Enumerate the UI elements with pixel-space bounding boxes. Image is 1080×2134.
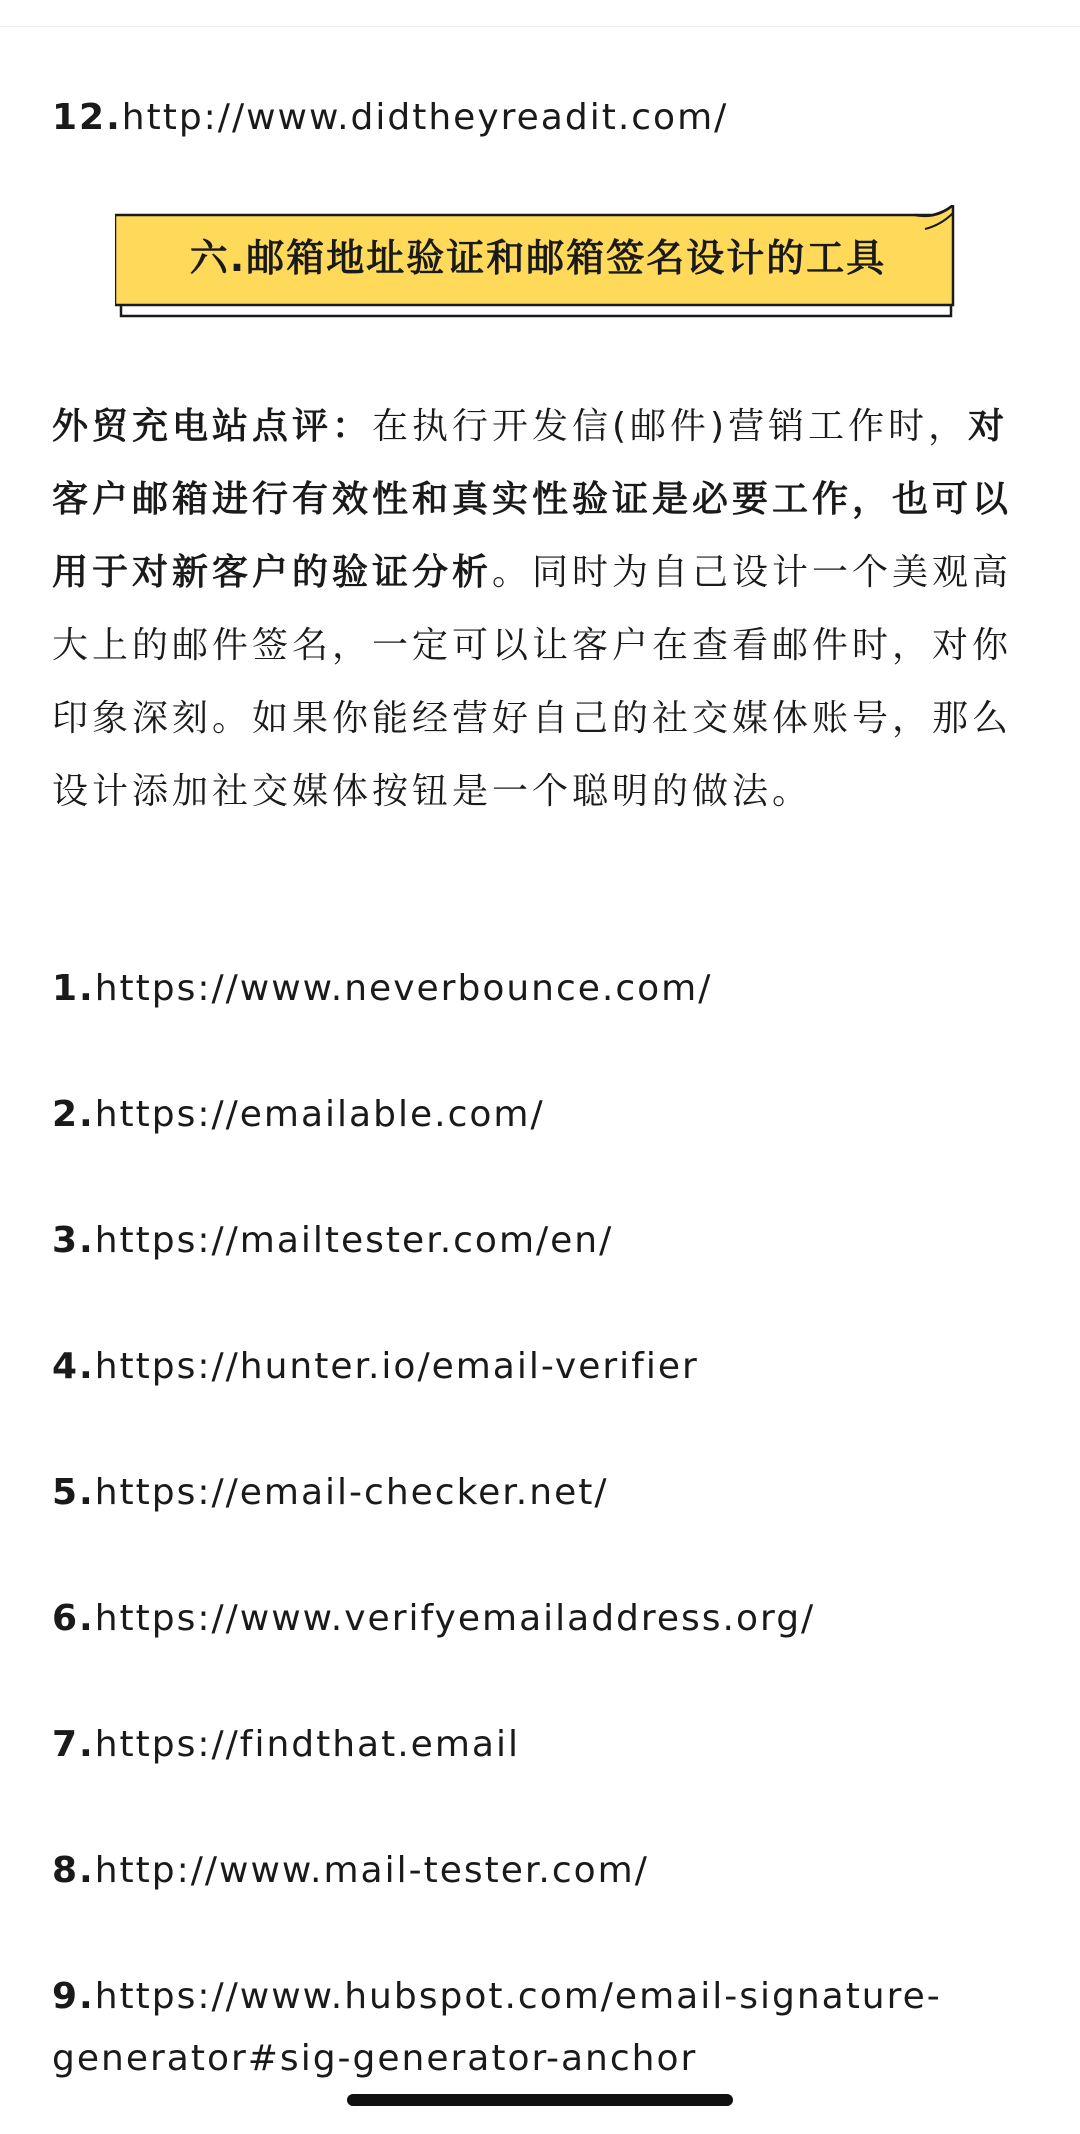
- comment-paragraph: [52, 390, 1032, 828]
- link-url[interactable]: https://mailtester.com/en/: [94, 1220, 614, 1261]
- link-url[interactable]: http://www.mail-tester.com/: [94, 1850, 649, 1891]
- link-url[interactable]: https://hunter.io/email-verifier: [94, 1346, 699, 1387]
- link-number: 4.: [52, 1346, 95, 1387]
- link-number: 12.: [52, 97, 122, 138]
- link-url[interactable]: https://email-checker.net/: [94, 1472, 609, 1513]
- link-item-9-continued[interactable]: [52, 2035, 1040, 2083]
- link-number: 3.: [52, 1220, 95, 1261]
- link-url[interactable]: http://www.didtheyreadit.com/: [121, 97, 729, 138]
- link-number: 2.: [52, 1094, 95, 1135]
- link-item-7[interactable]: [52, 1721, 1040, 1769]
- section-heading-banner: [115, 205, 961, 321]
- comment-label: 外贸充电站点评：: [52, 406, 373, 447]
- link-number: 6.: [52, 1598, 95, 1639]
- link-url[interactable]: https://www.verifyemailaddress.org/: [94, 1598, 816, 1639]
- link-item-6[interactable]: [52, 1595, 1040, 1643]
- link-number: 9.: [52, 1976, 95, 2017]
- link-item-9[interactable]: [52, 1973, 1040, 2021]
- link-url[interactable]: https://www.hubspot.com/email-signature-: [94, 1976, 942, 2017]
- link-url[interactable]: https://emailable.com/: [94, 1094, 545, 1135]
- link-item-12[interactable]: [52, 94, 1040, 142]
- comment-bold-text: 对客户邮箱进行有效性和真实性验证是必要工作，也可以用于对新客户的验证分析: [52, 406, 1013, 593]
- link-number: 5.: [52, 1472, 95, 1513]
- comment-text-rest: 。同时为自己设计一个美观高大上的邮件签名，一定可以让客户在查看邮件时，对你印象深刻。如果你能经营好自己的社交媒体账号，那么设计添加社交媒体按钮是一个聪明的做法。: [52, 552, 1013, 812]
- top-divider: [0, 26, 1080, 27]
- link-item-2[interactable]: [52, 1091, 1040, 1139]
- link-item-4[interactable]: [52, 1343, 1040, 1391]
- link-item-8[interactable]: [52, 1847, 1040, 1895]
- link-item-1[interactable]: [52, 965, 1040, 1013]
- comment-text-intro: 在执行开发信(邮件)营销工作时，: [372, 406, 969, 447]
- link-url-continued[interactable]: generator#sig-generator-anchor: [52, 2038, 698, 2079]
- link-number: 8.: [52, 1850, 95, 1891]
- link-url[interactable]: https://www.neverbounce.com/: [94, 968, 713, 1009]
- link-item-3[interactable]: [52, 1217, 1040, 1265]
- link-item-5[interactable]: [52, 1469, 1040, 1517]
- link-number: 1.: [52, 968, 95, 1009]
- home-indicator[interactable]: [347, 2094, 733, 2106]
- section-heading-title: 六.邮箱地址验证和邮箱签名设计的工具: [189, 236, 887, 280]
- link-url[interactable]: https://findthat.email: [94, 1724, 520, 1765]
- link-number: 7.: [52, 1724, 95, 1765]
